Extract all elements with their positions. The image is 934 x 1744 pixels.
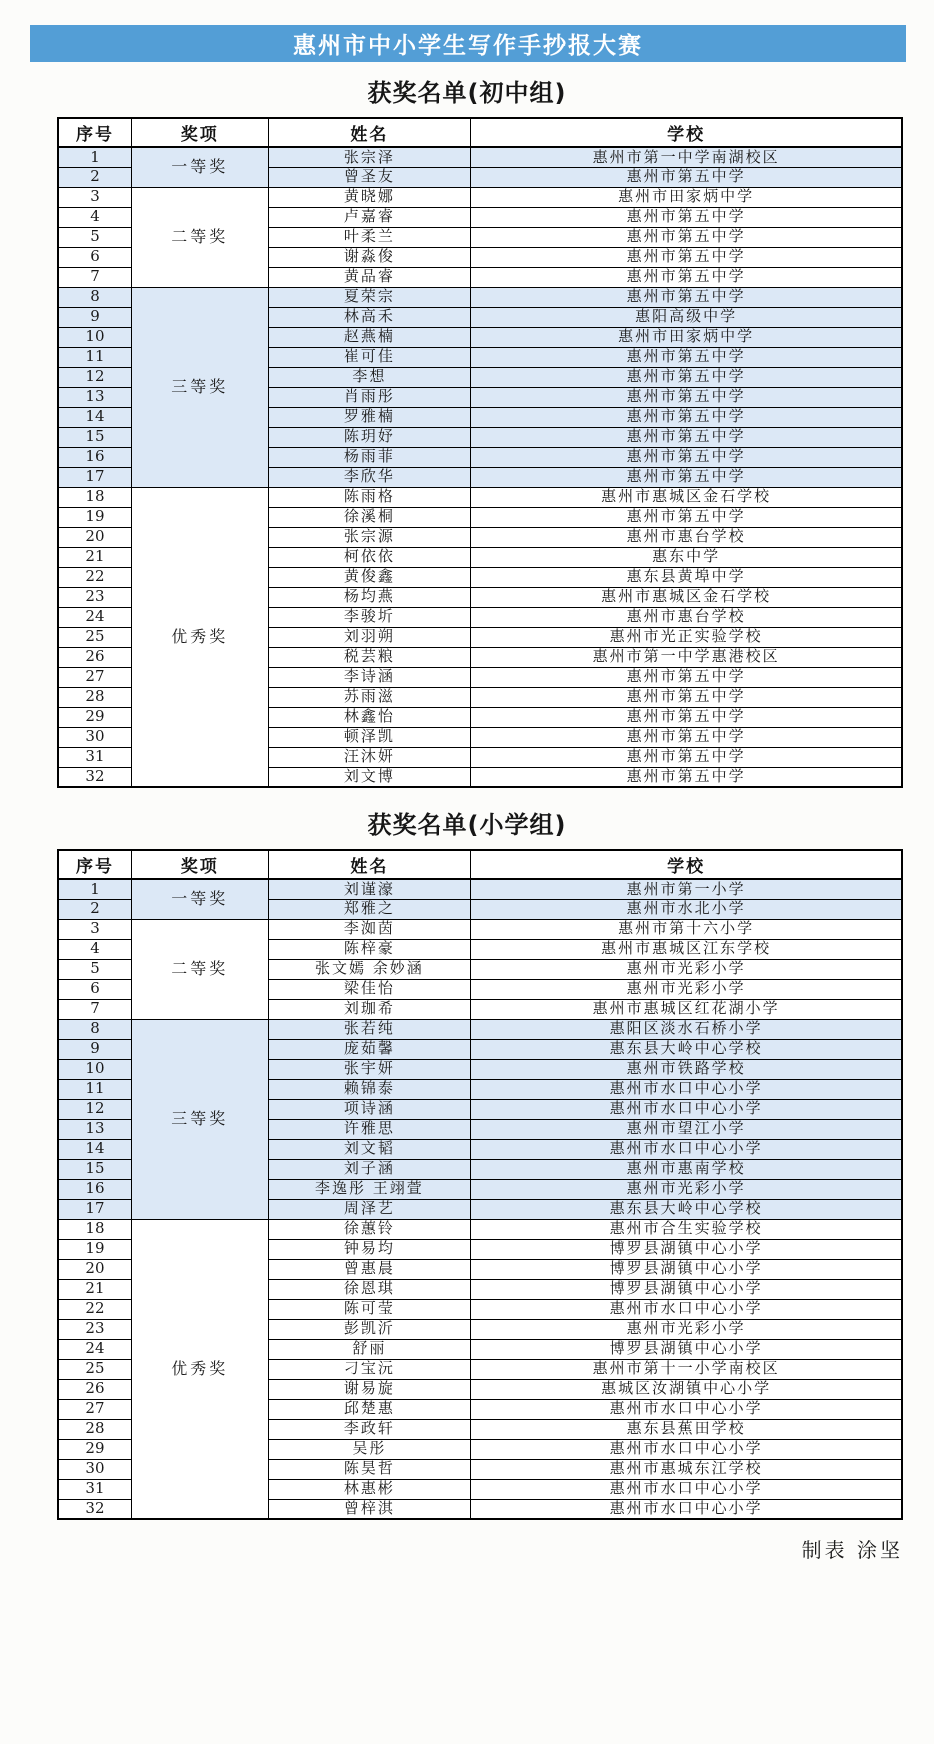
school-cell: 惠东县大岭中心学校 <box>471 1039 902 1059</box>
section-title: 获奖名单(初中组) <box>367 79 567 107</box>
name-cell: 曾梓淇 <box>268 1499 471 1519</box>
name-cell: 税芸粮 <box>268 647 471 667</box>
name-cell: 梁佳怡 <box>268 979 471 999</box>
name-cell: 夏荣宗 <box>268 287 471 307</box>
row-number-cell: 8 <box>58 287 131 307</box>
table-row <box>58 919 902 939</box>
name-cell: 陈梓豪 <box>268 939 471 959</box>
column-header: 姓名 <box>268 118 471 147</box>
name-cell: 项诗涵 <box>268 1099 471 1119</box>
school-cell: 惠州市惠台学校 <box>471 527 902 547</box>
row-number-cell: 32 <box>58 1499 131 1519</box>
award-table-wrapper <box>57 849 903 1520</box>
row-number-cell: 6 <box>58 247 131 267</box>
name-cell: 陈雨格 <box>268 487 471 507</box>
school-cell: 惠州市惠城区江东学校 <box>471 939 902 959</box>
name-cell: 顿泽凯 <box>268 727 471 747</box>
school-cell: 惠州市第一小学 <box>471 879 902 899</box>
school-cell: 惠州市第五中学 <box>471 727 902 747</box>
name-cell: 刁宝沅 <box>268 1359 471 1379</box>
school-cell: 惠东县蕉田学校 <box>471 1419 902 1439</box>
column-header: 姓名 <box>268 850 471 879</box>
school-cell: 惠州市光彩小学 <box>471 1179 902 1199</box>
school-cell: 惠城区汝湖镇中心小学 <box>471 1379 902 1399</box>
school-cell: 惠州市第五中学 <box>471 707 902 727</box>
name-cell: 许雅思 <box>268 1119 471 1139</box>
award-table <box>57 117 903 788</box>
name-cell: 张宗源 <box>268 527 471 547</box>
row-number-cell: 17 <box>58 467 131 487</box>
award-cell: 优秀奖 <box>131 1219 268 1519</box>
row-number-cell: 18 <box>58 1219 131 1239</box>
school-cell: 惠州市光彩小学 <box>471 979 902 999</box>
school-cell: 惠州市惠南学校 <box>471 1159 902 1179</box>
name-cell: 周泽艺 <box>268 1199 471 1219</box>
school-cell: 惠州市第五中学 <box>471 667 902 687</box>
row-number-cell: 23 <box>58 587 131 607</box>
award-table <box>57 849 903 1520</box>
school-cell: 惠州市第五中学 <box>471 687 902 707</box>
school-cell: 惠州市第一中学南湖校区 <box>471 147 902 167</box>
row-number-cell: 23 <box>58 1319 131 1339</box>
school-cell: 惠州市田家炳中学 <box>471 187 902 207</box>
row-number-cell: 11 <box>58 1079 131 1099</box>
row-number-cell: 17 <box>58 1199 131 1219</box>
school-cell: 惠阳区淡水石桥小学 <box>471 1019 902 1039</box>
row-number-cell: 28 <box>58 687 131 707</box>
school-cell: 惠州市光正实验学校 <box>471 627 902 647</box>
name-cell: 吴彤 <box>268 1439 471 1459</box>
school-cell: 惠州市惠城区金石学校 <box>471 487 902 507</box>
name-cell: 钟易均 <box>268 1239 471 1259</box>
row-number-cell: 22 <box>58 1299 131 1319</box>
header-row <box>58 850 902 879</box>
section-title: 获奖名单(小学组) <box>367 811 567 839</box>
name-cell: 陈可莹 <box>268 1299 471 1319</box>
row-number-cell: 11 <box>58 347 131 367</box>
row-number-cell: 31 <box>58 1479 131 1499</box>
row-number-cell: 12 <box>58 367 131 387</box>
name-cell: 刘文韬 <box>268 1139 471 1159</box>
school-cell: 惠东县大岭中心学校 <box>471 1199 902 1219</box>
row-number-cell: 6 <box>58 979 131 999</box>
name-cell: 张若纯 <box>268 1019 471 1039</box>
school-cell: 惠州市光彩小学 <box>471 959 902 979</box>
row-number-cell: 20 <box>58 527 131 547</box>
name-cell: 刘文博 <box>268 767 471 787</box>
row-number-cell: 14 <box>58 407 131 427</box>
name-cell: 徐溪桐 <box>268 507 471 527</box>
school-cell: 惠州市第五中学 <box>471 447 902 467</box>
name-cell: 肖雨彤 <box>268 387 471 407</box>
row-number-cell: 9 <box>58 1039 131 1059</box>
name-cell: 徐蕙铃 <box>268 1219 471 1239</box>
name-cell: 林鑫怡 <box>268 707 471 727</box>
row-number-cell: 8 <box>58 1019 131 1039</box>
row-number-cell: 2 <box>58 899 131 919</box>
school-cell: 惠州市光彩小学 <box>471 1319 902 1339</box>
row-number-cell: 28 <box>58 1419 131 1439</box>
school-cell: 惠州市第五中学 <box>471 387 902 407</box>
school-cell: 惠州市水口中心小学 <box>471 1439 902 1459</box>
school-cell: 惠州市水口中心小学 <box>471 1479 902 1499</box>
name-cell: 徐恩琪 <box>268 1279 471 1299</box>
award-cell: 二等奖 <box>131 187 268 287</box>
table-row <box>58 487 902 507</box>
school-cell: 惠州市第五中学 <box>471 347 902 367</box>
name-cell: 彭凯沂 <box>268 1319 471 1339</box>
award-cell: 一等奖 <box>131 879 268 919</box>
row-number-cell: 12 <box>58 1099 131 1119</box>
row-number-cell: 30 <box>58 727 131 747</box>
school-cell: 惠州市第五中学 <box>471 427 902 447</box>
row-number-cell: 24 <box>58 1339 131 1359</box>
name-cell: 谢易旋 <box>268 1379 471 1399</box>
school-cell: 博罗县湖镇中心小学 <box>471 1239 902 1259</box>
award-tables-container <box>0 73 934 1520</box>
row-number-cell: 25 <box>58 1359 131 1379</box>
school-cell: 惠州市第五中学 <box>471 167 902 187</box>
award-cell: 三等奖 <box>131 1019 268 1219</box>
row-number-cell: 20 <box>58 1259 131 1279</box>
row-number-cell: 4 <box>58 207 131 227</box>
name-cell: 林惠彬 <box>268 1479 471 1499</box>
award-cell: 优秀奖 <box>131 487 268 787</box>
row-number-cell: 7 <box>58 999 131 1019</box>
name-cell: 李欣华 <box>268 467 471 487</box>
school-cell: 惠州市水口中心小学 <box>471 1299 902 1319</box>
school-cell: 惠州市第五中学 <box>471 207 902 227</box>
row-number-cell: 3 <box>58 919 131 939</box>
row-number-cell: 21 <box>58 1279 131 1299</box>
row-number-cell: 21 <box>58 547 131 567</box>
row-number-cell: 29 <box>58 707 131 727</box>
column-header: 学校 <box>471 850 902 879</box>
school-cell: 惠州市第五中学 <box>471 247 902 267</box>
row-number-cell: 7 <box>58 267 131 287</box>
name-cell: 李诗涵 <box>268 667 471 687</box>
name-cell: 张宗泽 <box>268 147 471 167</box>
name-cell: 刘谨濠 <box>268 879 471 899</box>
school-cell: 惠州市惠城东江学校 <box>471 1459 902 1479</box>
row-number-cell: 18 <box>58 487 131 507</box>
banner-title: 惠州市中小学生写作手抄报大赛 <box>293 33 643 59</box>
row-number-cell: 27 <box>58 1399 131 1419</box>
school-cell: 惠州市田家炳中学 <box>471 327 902 347</box>
name-cell: 黄晓娜 <box>268 187 471 207</box>
column-header: 奖项 <box>131 118 268 147</box>
school-cell: 惠州市第五中学 <box>471 407 902 427</box>
award-cell: 三等奖 <box>131 287 268 487</box>
name-cell: 黄品睿 <box>268 267 471 287</box>
school-cell: 惠州市水口中心小学 <box>471 1079 902 1099</box>
table-row <box>58 147 902 167</box>
row-number-cell: 16 <box>58 447 131 467</box>
row-number-cell: 13 <box>58 387 131 407</box>
school-cell: 惠州市水北小学 <box>471 899 902 919</box>
row-number-cell: 24 <box>58 607 131 627</box>
school-cell: 惠州市第五中学 <box>471 367 902 387</box>
name-cell: 刘子涵 <box>268 1159 471 1179</box>
name-cell: 舒丽 <box>268 1339 471 1359</box>
school-cell: 惠州市惠台学校 <box>471 607 902 627</box>
row-number-cell: 2 <box>58 167 131 187</box>
award-cell: 一等奖 <box>131 147 268 187</box>
name-cell: 曾圣友 <box>268 167 471 187</box>
table-row <box>58 187 902 207</box>
row-number-cell: 27 <box>58 667 131 687</box>
row-number-cell: 3 <box>58 187 131 207</box>
name-cell: 赵燕楠 <box>268 327 471 347</box>
school-cell: 惠州市第五中学 <box>471 287 902 307</box>
school-cell: 惠州市第五中学 <box>471 267 902 287</box>
row-number-cell: 25 <box>58 627 131 647</box>
table-row <box>58 1219 902 1239</box>
name-cell: 崔可佳 <box>268 347 471 367</box>
column-header: 奖项 <box>131 850 268 879</box>
row-number-cell: 26 <box>58 1379 131 1399</box>
row-number-cell: 13 <box>58 1119 131 1139</box>
school-cell: 博罗县湖镇中心小学 <box>471 1279 902 1299</box>
name-cell: 李想 <box>268 367 471 387</box>
school-cell: 惠州市第五中学 <box>471 227 902 247</box>
row-number-cell: 30 <box>58 1459 131 1479</box>
name-cell: 杨雨菲 <box>268 447 471 467</box>
name-cell: 陈昊哲 <box>268 1459 471 1479</box>
name-cell: 汪沐妍 <box>268 747 471 767</box>
name-cell: 郑雅之 <box>268 899 471 919</box>
school-cell: 惠州市惠城区红花湖小学 <box>471 999 902 1019</box>
name-cell: 赖锦泰 <box>268 1079 471 1099</box>
award-cell: 二等奖 <box>131 919 268 1019</box>
row-number-cell: 15 <box>58 1159 131 1179</box>
name-cell: 杨均燕 <box>268 587 471 607</box>
name-cell: 柯依依 <box>268 547 471 567</box>
row-number-cell: 4 <box>58 939 131 959</box>
school-cell: 惠州市合生实验学校 <box>471 1219 902 1239</box>
name-cell: 刘珈希 <box>268 999 471 1019</box>
name-cell: 庞茹馨 <box>268 1039 471 1059</box>
row-number-cell: 22 <box>58 567 131 587</box>
name-cell: 陈玥妤 <box>268 427 471 447</box>
name-cell: 李骏圻 <box>268 607 471 627</box>
name-cell: 张宇妍 <box>268 1059 471 1079</box>
name-cell: 罗雅楠 <box>268 407 471 427</box>
school-cell: 惠州市第一中学惠港校区 <box>471 647 902 667</box>
name-cell: 叶柔兰 <box>268 227 471 247</box>
name-cell: 李洳茵 <box>268 919 471 939</box>
table-row <box>58 879 902 899</box>
row-number-cell: 9 <box>58 307 131 327</box>
school-cell: 惠州市水口中心小学 <box>471 1499 902 1519</box>
footer-credit: 制表 涂坚 <box>801 1538 903 1562</box>
banner-title-bar <box>30 25 906 62</box>
row-number-cell: 5 <box>58 959 131 979</box>
row-number-cell: 5 <box>58 227 131 247</box>
school-cell: 惠州市惠城区金石学校 <box>471 587 902 607</box>
column-header: 序号 <box>58 118 131 147</box>
name-cell: 苏雨滋 <box>268 687 471 707</box>
name-cell: 黄俊鑫 <box>268 567 471 587</box>
name-cell: 卢嘉睿 <box>268 207 471 227</box>
row-number-cell: 14 <box>58 1139 131 1159</box>
row-number-cell: 31 <box>58 747 131 767</box>
school-cell: 惠州市第五中学 <box>471 767 902 787</box>
row-number-cell: 19 <box>58 507 131 527</box>
school-cell: 惠州市第五中学 <box>471 507 902 527</box>
name-cell: 谢淼俊 <box>268 247 471 267</box>
name-cell: 邱楚惠 <box>268 1399 471 1419</box>
school-cell: 惠州市水口中心小学 <box>471 1139 902 1159</box>
row-number-cell: 26 <box>58 647 131 667</box>
row-number-cell: 15 <box>58 427 131 447</box>
school-cell: 惠州市第十一小学南校区 <box>471 1359 902 1379</box>
name-cell: 张文嫣 余妙涵 <box>268 959 471 979</box>
school-cell: 惠东中学 <box>471 547 902 567</box>
school-cell: 惠州市水口中心小学 <box>471 1099 902 1119</box>
row-number-cell: 19 <box>58 1239 131 1259</box>
column-header: 序号 <box>58 850 131 879</box>
name-cell: 李政轩 <box>268 1419 471 1439</box>
school-cell: 惠州市水口中心小学 <box>471 1399 902 1419</box>
school-cell: 惠州市第五中学 <box>471 747 902 767</box>
row-number-cell: 32 <box>58 767 131 787</box>
school-cell: 惠东县黄埠中学 <box>471 567 902 587</box>
name-cell: 林高禾 <box>268 307 471 327</box>
row-number-cell: 1 <box>58 879 131 899</box>
name-cell: 刘羽朔 <box>268 627 471 647</box>
row-number-cell: 29 <box>58 1439 131 1459</box>
school-cell: 惠州市第五中学 <box>471 467 902 487</box>
column-header: 学校 <box>471 118 902 147</box>
school-cell: 惠州市望江小学 <box>471 1119 902 1139</box>
school-cell: 博罗县湖镇中心小学 <box>471 1339 902 1359</box>
name-cell: 李逸彤 王翊萱 <box>268 1179 471 1199</box>
school-cell: 惠州市铁路学校 <box>471 1059 902 1079</box>
school-cell: 惠州市第十六小学 <box>471 919 902 939</box>
row-number-cell: 10 <box>58 1059 131 1079</box>
header-row <box>58 118 902 147</box>
award-table-wrapper <box>57 117 903 788</box>
table-row <box>58 287 902 307</box>
section-spacer <box>0 788 934 794</box>
school-cell: 博罗县湖镇中心小学 <box>471 1259 902 1279</box>
school-cell: 惠阳高级中学 <box>471 307 902 327</box>
table-row <box>58 1019 902 1039</box>
row-number-cell: 1 <box>58 147 131 167</box>
row-number-cell: 10 <box>58 327 131 347</box>
name-cell: 曾惠晨 <box>268 1259 471 1279</box>
row-number-cell: 16 <box>58 1179 131 1199</box>
